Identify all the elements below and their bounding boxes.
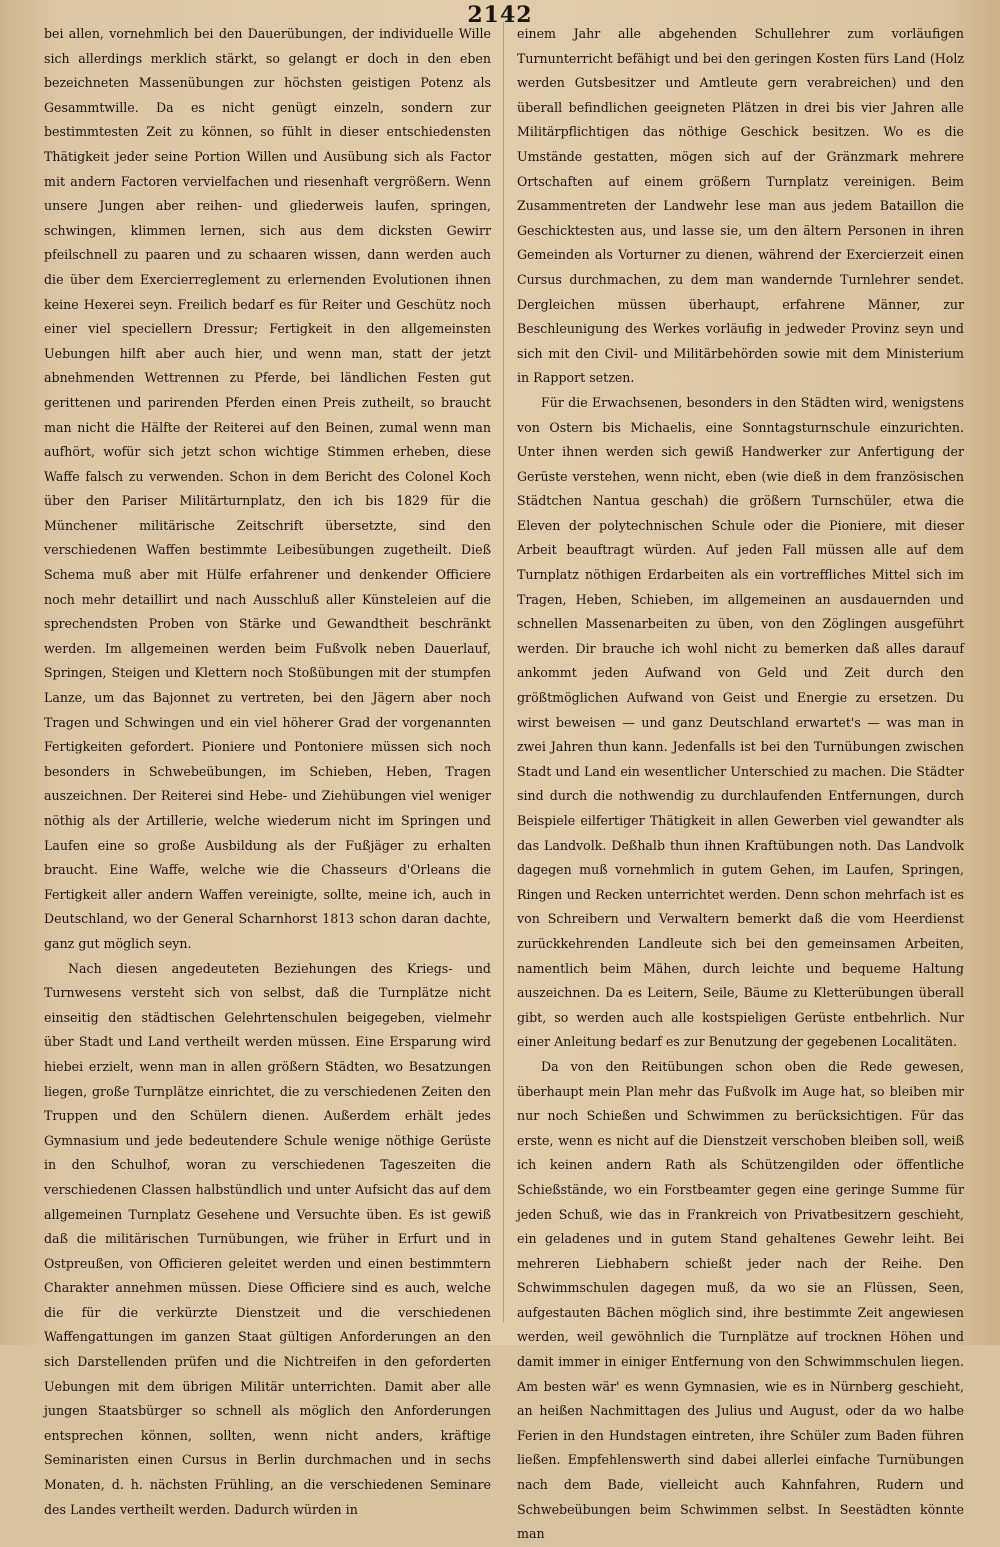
- right-paragraph-2: Für die Erwachsenen, besonders in den Städten wird, wenigstens von Ostern bis Michaelis, eine Sonntagsturnschule einzurichten. Unter ihnen werden sich gewiß Handwerker zur Anfertigung der Gerüste verstehen, wenn nicht, eben (wie dieß in dem französischen Städtchen Nantua geschah) die größern Turnschüler, etwa die Eleven der polytechnischen Schule oder die Pioniere, mit dieser Arbeit beauftragt würden. Auf jeden Fall müssen alle auf dem Turnplatz nöthigen Erdarbeiten als ein vortreffliches Mittel sich im Tragen, Heben, Schieben, im allgemeinen an ausdauernden und schnellen Massenarbeiten zu üben, von den Zöglingen ausgeführt werden. Dir brauche ich wohl nicht zu bemerken daß alles darauf ankommt jeden Aufwand von Geld und Zeit durch den größtmöglichen Aufwand von Geist und Energie zu ersetzen. Du wirst beweisen — und ganz Deutschland erwartet's — was man in zwei Jahren thun kann. Jedenfalls ist bei den Turnübungen zwischen Stadt und Land ein wesentlicher Unterschied zu machen. Die Städter sind durch die nothwendig zu durchlaufenden Entfernungen, durch Beispiele eilfertiger Thätigkeit in allen Gewerben viel gewandter als das Landvolk. Deßhalb thun ihnen Kraftübungen noth. Das Landvolk dagegen muß vornehmlich in gutem Gehen, im Laufen, Springen, Ringen und Recken unterrichtet werden. Denn schon mehrfach ist es von Schreibern und Verwaltern bemerkt daß die vom Heerdienst zurückkehrenden Landleute sich bei den gemeinsamen Arbeiten, namentlich beim Mähen, durch leichte und bequeme Haltung auszeichnen. Da es Leitern, Seile, Bäume zu Kletterübungen überall gibt, so werden auch alle kostspieligen Gerüste entbehrlich. Nur einer Anleitung bedarf es zur Benutzung der gegebenen Localitäten.: [517, 394, 964, 1050]
- right-paragraph-1: einem Jahr alle abgehenden Schullehrer zum vorläufigen Turnunterricht befähigt und bei den geringen Kosten fürs Land (Holz werden Gutsbesitzer und Amtleute gern verabreichen) und den überall befindlichen geeigneten Plätzen in drei bis vier Jahren alle Militärpflichtigen das nöthige Geschick besitzen. Wo es die Umstände gestatten, mögen sich auf der Gränzmark mehrere Ortschaften auf einem größern Turnplatz vereinigen. Beim Zusammentreten der Landwehr lese man aus jedem Bataillon die Geschicktesten aus, und lasse sie, um den ältern Personen in ihren Gemeinden als Vorturner zu dienen, während der Exercierzeit einen Cursus durchmachen, zu dem man wandernde Turnlehrer sendet. Dergleichen müssen überhaupt, erfahrene Männer, zur Beschleunigung des Werkes vorläufig in jedweder Provinz seyn und sich mit den Civil- und Militärbehörden sowie mit dem Ministerium in Rapport setzen.: [517, 26, 964, 386]
- right-paragraph-3: Da von den Reitübungen schon oben die Rede gewesen, überhaupt mein Plan mehr das Fußvolk im Auge hat, so bleiben mir nur noch Schießen und Schwimmen zu berücksichtigen. Für das erste, wenn es nicht auf die Dienstzeit verschoben bleiben soll, weiß ich keinen andern Rath als Schützengilden oder öffentliche Schießstände, wo ein Forstbeamter gegen eine geringe Summe für jeden Schuß, wie das in Frankreich von Privatbesitzern geschieht, ein geladenes und in gutem Stand gehaltenes Gewehr leiht. Bei mehreren Liebhabern schießt jeder nach der Reihe. Den Schwimmschulen dagegen muß, da wo sie an Flüssen, Seen, aufgestauten Bächen möglich sind, ihre bestimmte Zeit angewiesen werden, weil gewöhnlich die Turnplätze auf trocknen Höhen und damit immer in einiger Entfernung von den Schwimmschulen liegen. Am besten wär' es wenn Gymnasien, wie es in Nürnberg geschieht, an heißen Nachmittagen des Julius und August, oder da wo halbe Ferien in den Hundstagen eintreten, ihre Schüler zum Baden führen ließen. Empfehlenswerth sind dabei allerlei einfache Turnübungen nach dem Bade, vielleicht auch Kahnfahren, Rudern und Schwebeübungen beim Schwimmen selbst. In Seestädten könnte man: [517, 1058, 964, 1542]
- left-column: [44, 22, 491, 1517]
- left-paragraph-1: bei allen, vornehmlich bei den Dauerübungen, der individuelle Wille sich allerdings merklich stärkt, so gelangt er doch in den eben bezeichneten Massenübungen zur höchsten geistigen Potenz als Gesammtwille. Da es nicht genügt einzeln, sondern zur bestimmtesten Zeit zu können, so fühlt in dieser entschiedensten Thätigkeit jeder seine Portion Willen und Ausübung sich als Factor mit andern Factoren vervielfachen und riesenhaft vergrößern. Wenn unsere Jungen aber reihen- und gliederweis laufen, springen, schwingen, klimmen lernen, sich aus dem dicksten Gewirr pfeilschnell zu paaren und zu schaaren wissen, dann werden auch die über dem Exercierreglement zu erlernenden Evolutionen ihnen keine Hexerei seyn. Freilich bedarf es für Reiter und Geschütz noch einer viel speciellern Dressur; Fertigkeit in den allgemeinsten Uebungen hilft aber auch hier, und wenn man, statt der jetzt abnehmenden Wettrennen zu Pferde, bei ländlichen Festen gut gerittenen und parirenden Pferden einen Preis zutheilt, so braucht man nicht die Hälfte der Reiterei auf den Beinen, zumal wenn man aufhört, wofür sich jetzt schon wichtige Stimmen erheben, diese Waffe falsch zu verwenden. Schon in dem Bericht des Colonel Koch über den Pariser Militärturnplatz, den ich bis 1829 für die Münchener militärische Zeitschrift übersetzte, sind den verschiedenen Waffen bestimmte Leibesübungen zugetheilt. Dieß Schema muß aber mit Hülfe erfahrener und denkender Officiere noch mehr detaillirt und nach Ausschluß aller Künsteleien auf die sprechendsten Proben von Stärke und Gewandtheit beschränkt werden. Im allgemeinen werden beim Fußvolk neben Dauerlauf, Springen, Steigen und Klettern noch Stoßübungen mit der stumpfen Lanze, um das Bajonnet zu vertreten, bei den Jägern aber noch Tragen und Schwingen und ein viel höherer Grad der vorgenannten Fertigkeiten gefordert. Pioniere und Pontoniere müssen sich noch besonders in Schwebeübungen, im Schieben, Heben, Tragen auszeichnen. Der Reiterei sind Hebe- und Ziehübungen viel weniger nöthig als der Artillerie, welche wiederum nicht im Springen und Laufen eine so große Ausbildung als der Fußjäger zu erhalten braucht. Eine Waffe, welche wie die Chasseurs d'Orleans die Fertigkeit aller andern Waffen vereinigte, sollte, meine ich, auch in Deutschland, wo der General Scharnhorst 1813 schon daran dachte, ganz gut möglich seyn.: [44, 26, 491, 951]
- right-column: [517, 22, 964, 1542]
- page-number: 2142: [467, 2, 533, 28]
- text-columns: [44, 22, 964, 1542]
- left-paragraph-2: Nach diesen angedeuteten Beziehungen des Kriegs- und Turnwesens versteht sich von selbst, daß die Turnplätze nicht einseitig den städtischen Gelehrtenschulen beigegeben, vielmehr über Stadt und Land vertheilt werden müssen. Eine Ersparung wird hiebei erzielt, wenn man in allen größern Städten, wo Besatzungen liegen, große Turnplätze einrichtet, die zu verschiedenen Zeiten den Truppen und den Schülern dienen. Außerdem erhält jedes Gymnasium und jede bedeutendere Schule wenige nöthige Gerüste in den Schulhof, woran zu verschiedenen Tageszeiten die verschiedenen Classen halbstündlich und unter Aufsicht das auf dem allgemeinen Turnplatz Gesehene und Versuchte üben. Es ist gewiß daß die militärischen Turnübungen, wie früher in Erfurt und in Ostpreußen, von Officieren geleitet werden und einen bestimmtern Charakter annehmen müssen. Diese Officiere sind es auch, welche die für die verkürzte Dienstzeit und die verschiedenen Waffengattungen im ganzen Staat gültigen Anforderungen an den sich Darstellenden prüfen und die Nichtreifen in den geforderten Uebungen mit dem übrigen Militär unterrichten. Damit aber alle jungen Staatsbürger so schnell als möglich den Anforderungen entsprechen können, sollten, wenn nicht anders, kräftige Seminaristen einen Cursus in Berlin durchmachen und in sechs Monaten, d. h. nächsten Frühling, an die verschiedenen Seminare des Landes vertheilt werden. Dadurch würden in: [44, 960, 491, 1517]
